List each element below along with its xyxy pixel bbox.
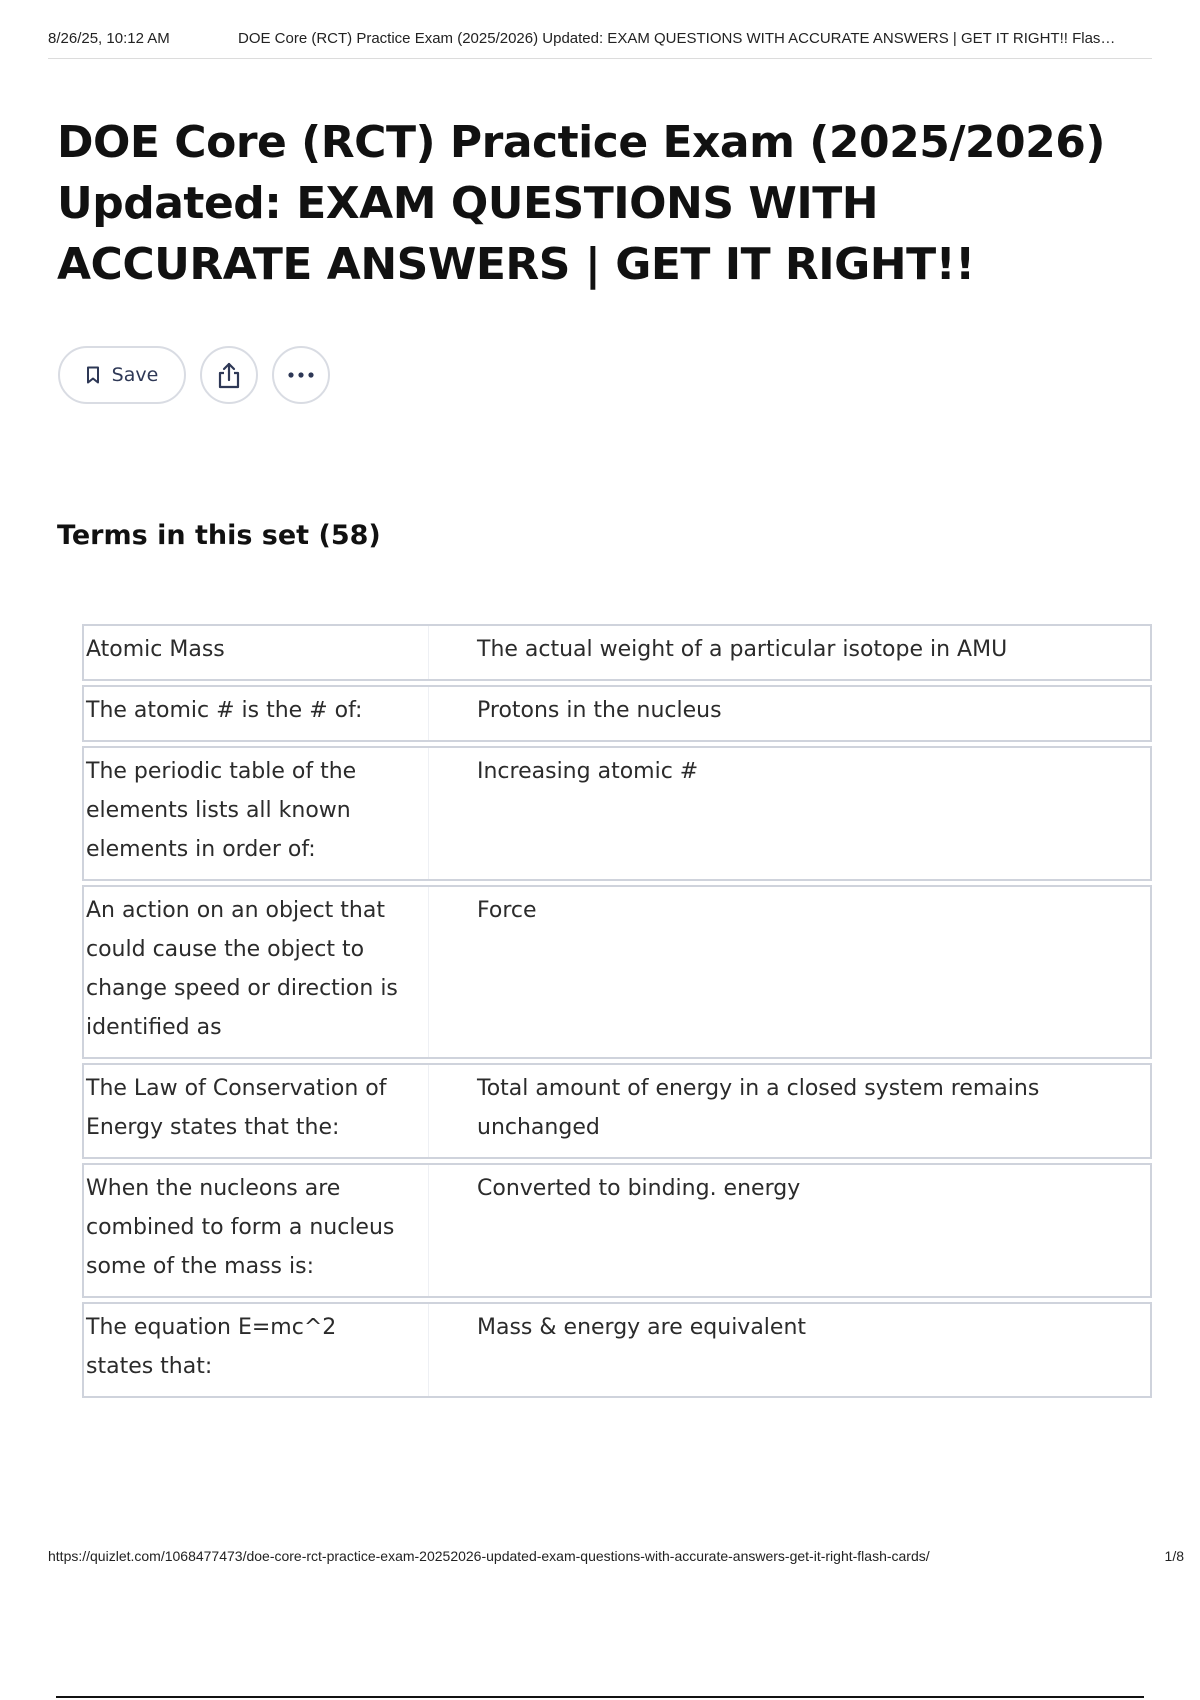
definition-text: Mass & energy are equivalent <box>477 1315 807 1340</box>
more-icon <box>287 371 315 379</box>
page-title: DOE Core (RCT) Practice Exam (2025/2026) Updated: EXAM QUESTIONS WITH ACCURATE ANSWERS | GET IT RIGHT!! <box>57 117 1105 290</box>
page-url: https://quizlet.com/1068477473/doe-core-rct-practice-exam-20252026-updated-exam-questions-with-accurate-answers-get-it-right-flash-cards/ <box>48 1548 930 1564</box>
term-row[interactable] <box>82 885 1152 1059</box>
save-button-label: Save <box>111 364 159 386</box>
action-bar <box>58 346 330 404</box>
term-text: Atomic Mass <box>84 626 429 679</box>
print-header <box>48 30 1152 59</box>
print-doc-title: DOE Core (RCT) Practice Exam (2025/2026) Updated: EXAM QUESTIONS WITH ACCURATE ANSWERS | GET IT RIGHT!! Flas… <box>238 30 1116 47</box>
term-row[interactable] <box>82 1163 1152 1298</box>
definition-text: Total amount of energy in a closed system remains unchanged <box>477 1076 1040 1140</box>
save-button[interactable] <box>58 346 186 404</box>
definition-text: Protons in the nucleus <box>477 698 722 723</box>
term-row[interactable] <box>82 1063 1152 1159</box>
term-text: The equation E=mc^2 states that: <box>84 1304 429 1396</box>
definition-text: The actual weight of a particular isotope in AMU <box>477 637 1008 662</box>
terms-table <box>82 624 1152 1402</box>
share-button[interactable] <box>200 346 258 404</box>
term-text: The atomic # is the # of: <box>84 687 429 740</box>
term-text: The Law of Conservation of Energy states that the: <box>84 1065 429 1157</box>
term-row[interactable] <box>82 624 1152 681</box>
share-icon <box>216 361 242 389</box>
definition-text: Converted to binding. energy <box>477 1176 801 1201</box>
print-date: 8/26/25, 10:12 AM <box>48 30 170 47</box>
print-footer <box>48 1548 1184 1564</box>
page-divider <box>56 1696 1144 1698</box>
definition-text: Force <box>477 898 537 923</box>
term-row[interactable] <box>82 1302 1152 1398</box>
term-row[interactable] <box>82 746 1152 881</box>
page-indicator: 1/8 <box>1164 1548 1184 1564</box>
definition-text: Increasing atomic # <box>477 759 699 784</box>
term-text: The periodic table of the elements lists all known elements in order of: <box>84 748 429 879</box>
term-text: An action on an object that could cause the object to change speed or direction is identified as <box>84 887 429 1057</box>
bookmark-icon <box>86 366 100 384</box>
terms-heading: Terms in this set (58) <box>57 520 381 551</box>
term-row[interactable] <box>82 685 1152 742</box>
term-text: When the nucleons are combined to form a nucleus some of the mass is: <box>84 1165 429 1296</box>
more-options-button[interactable] <box>272 346 330 404</box>
